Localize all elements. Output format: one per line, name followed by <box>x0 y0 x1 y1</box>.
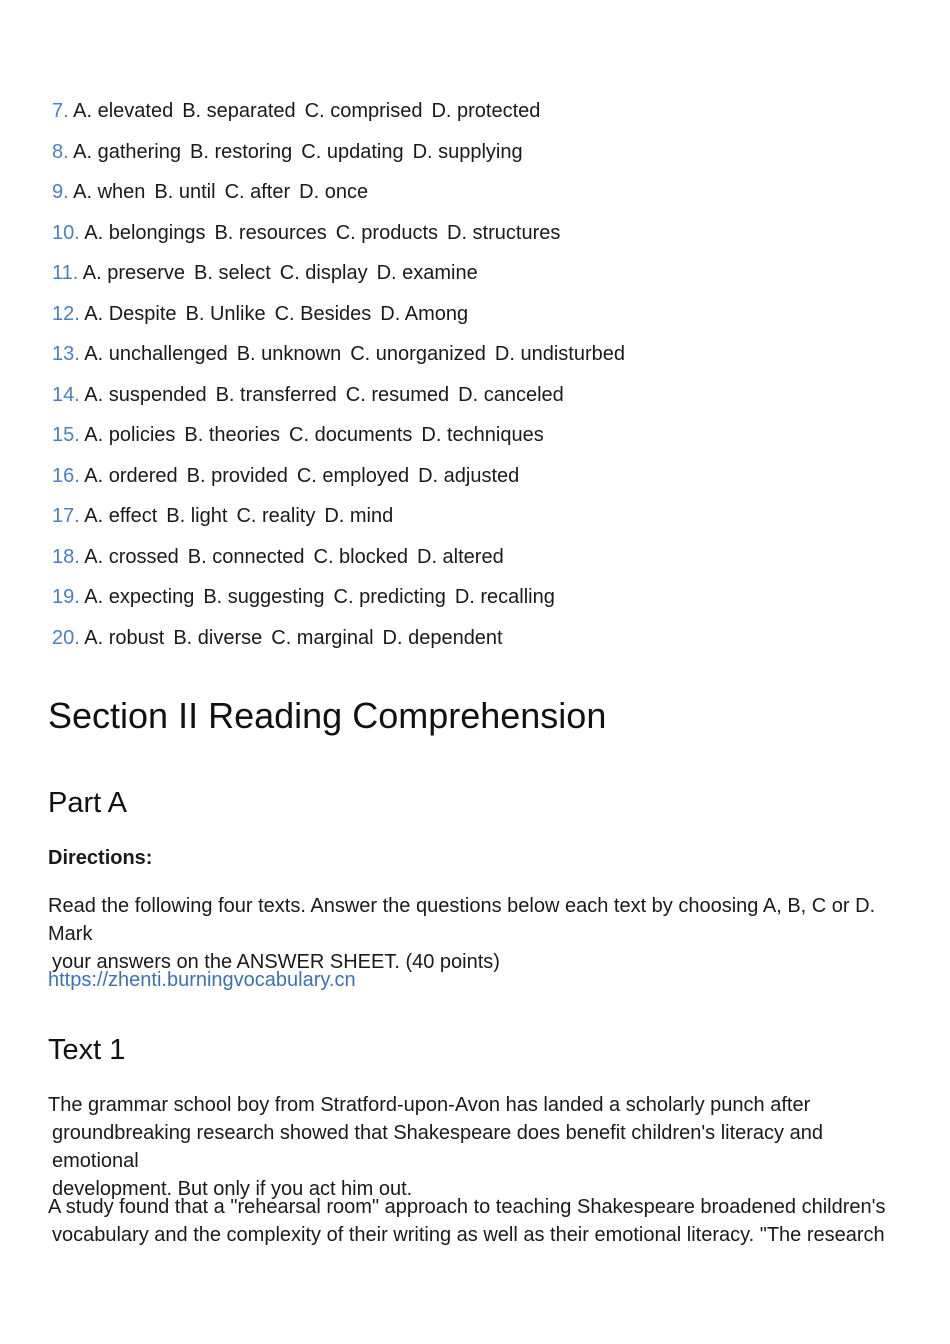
paragraph-line: vocabulary and the complexity of their writing as well as their emotional literacy. "The research <box>52 1224 885 1246</box>
part-title: Part A <box>48 787 127 819</box>
option-choice: D. canceled <box>458 383 564 406</box>
option-row <box>52 257 634 298</box>
paragraph-line: The grammar school boy from Stratford-upon-Avon has landed a scholarly punch after <box>48 1094 811 1116</box>
directions-text <box>48 892 908 976</box>
option-choice: B. until <box>154 181 216 203</box>
option-choice: A. preserve <box>82 262 186 284</box>
option-choice: D. examine <box>376 262 478 284</box>
paragraph-line: A study found that a "rehearsal room" approach to teaching Shakespeare broadened children's <box>48 1196 886 1218</box>
option-row <box>52 298 634 339</box>
option-choice: C. reality <box>236 505 316 527</box>
option-choice: C. resumed <box>345 383 450 406</box>
option-row <box>52 460 634 501</box>
option-choice: C. updating <box>301 140 404 163</box>
option-row <box>52 176 634 217</box>
option-choice: B. theories <box>184 424 281 446</box>
directions-line: Read the following four texts. Answer the questions below each text by choosing A, B, C or D. Mark <box>48 895 876 945</box>
option-choice: A. effect <box>84 505 158 527</box>
paragraph-line: development. But only if you act him out. <box>52 1178 413 1200</box>
question-number: 17. <box>52 505 80 527</box>
paragraph-line: groundbreaking research showed that Shakespeare does benefit children's literacy and emotional <box>52 1122 823 1172</box>
question-number: 16. <box>52 464 80 487</box>
option-choice: A. expecting <box>84 586 195 608</box>
option-choice: B. restoring <box>190 140 293 163</box>
option-choice: C. after <box>224 181 291 203</box>
option-choice: A. elevated <box>73 100 174 122</box>
option-choice: D. once <box>299 181 369 203</box>
option-choice: B. suggesting <box>203 586 325 608</box>
option-choice: C. unorganized <box>350 343 486 365</box>
option-row <box>52 419 634 460</box>
option-choice: A. ordered <box>84 464 178 487</box>
option-choice: D. recalling <box>454 586 555 608</box>
option-row <box>52 379 634 420</box>
option-row <box>52 581 634 622</box>
option-choice: D. mind <box>324 505 394 527</box>
directions-label: Directions: <box>48 847 153 869</box>
text1-title: Text 1 <box>48 1034 126 1066</box>
option-choice: A. when <box>73 181 146 203</box>
option-choice: C. display <box>279 262 368 284</box>
question-number: 10. <box>52 221 80 244</box>
section-title: Section II Reading Comprehension <box>48 695 607 736</box>
question-number: 9. <box>52 181 69 203</box>
question-number: 15. <box>52 424 80 446</box>
option-choice: D. techniques <box>421 424 544 446</box>
option-choice: D. undisturbed <box>494 343 625 365</box>
option-choice: D. protected <box>431 100 541 122</box>
option-choice: B. select <box>194 262 271 284</box>
paragraph-1 <box>48 1091 908 1203</box>
option-choice: A. Despite <box>84 302 177 325</box>
option-choice: B. unknown <box>236 343 342 365</box>
question-number: 11. <box>52 262 79 284</box>
question-number: 8. <box>52 140 69 163</box>
option-choice: B. transferred <box>215 383 337 406</box>
question-number: 7. <box>52 100 69 122</box>
option-choice: A. suspended <box>84 383 207 406</box>
option-choice: A. gathering <box>73 140 181 163</box>
option-choice: D. adjusted <box>418 464 520 487</box>
option-choice: D. dependent <box>382 626 503 649</box>
option-choice: C. documents <box>289 424 413 446</box>
option-choice: C. Besides <box>274 302 372 325</box>
option-choice: D. supplying <box>412 140 523 163</box>
option-choice: C. marginal <box>271 626 374 649</box>
option-row <box>52 541 634 582</box>
directions-line: your answers on the ANSWER SHEET. (40 points) <box>52 951 500 973</box>
question-number: 14. <box>52 383 80 406</box>
cloze-options-list <box>52 95 634 662</box>
option-choice: C. products <box>335 221 438 244</box>
option-row <box>52 136 634 177</box>
option-choice: D. structures <box>447 221 561 244</box>
option-choice: C. predicting <box>333 586 446 608</box>
option-choice: A. robust <box>84 626 165 649</box>
option-choice: C. comprised <box>304 100 423 122</box>
option-choice: A. belongings <box>84 221 206 244</box>
option-row <box>52 622 634 663</box>
option-choice: D. altered <box>417 545 504 568</box>
source-link[interactable]: https://zhenti.burningvocabulary.cn <box>48 969 356 991</box>
paragraph-2 <box>48 1193 908 1249</box>
option-choice: A. policies <box>84 424 176 446</box>
option-choice: A. unchallenged <box>84 343 228 365</box>
option-choice: C. blocked <box>313 545 408 568</box>
option-choice: B. provided <box>186 464 288 487</box>
option-choice: B. light <box>166 505 228 527</box>
question-number: 19. <box>52 586 80 608</box>
question-number: 20. <box>52 626 80 649</box>
option-choice: B. Unlike <box>185 302 266 325</box>
option-choice: C. employed <box>296 464 410 487</box>
option-choice: B. separated <box>182 100 296 122</box>
option-row <box>52 500 634 541</box>
question-number: 18. <box>52 545 80 568</box>
option-choice: D. Among <box>380 302 469 325</box>
option-choice: A. crossed <box>84 545 179 568</box>
question-number: 12. <box>52 302 80 325</box>
option-choice: B. resources <box>214 221 327 244</box>
option-row <box>52 338 634 379</box>
question-number: 13. <box>52 343 80 365</box>
option-choice: B. diverse <box>173 626 263 649</box>
option-row <box>52 217 634 258</box>
option-choice: B. connected <box>187 545 305 568</box>
option-row <box>52 95 634 136</box>
